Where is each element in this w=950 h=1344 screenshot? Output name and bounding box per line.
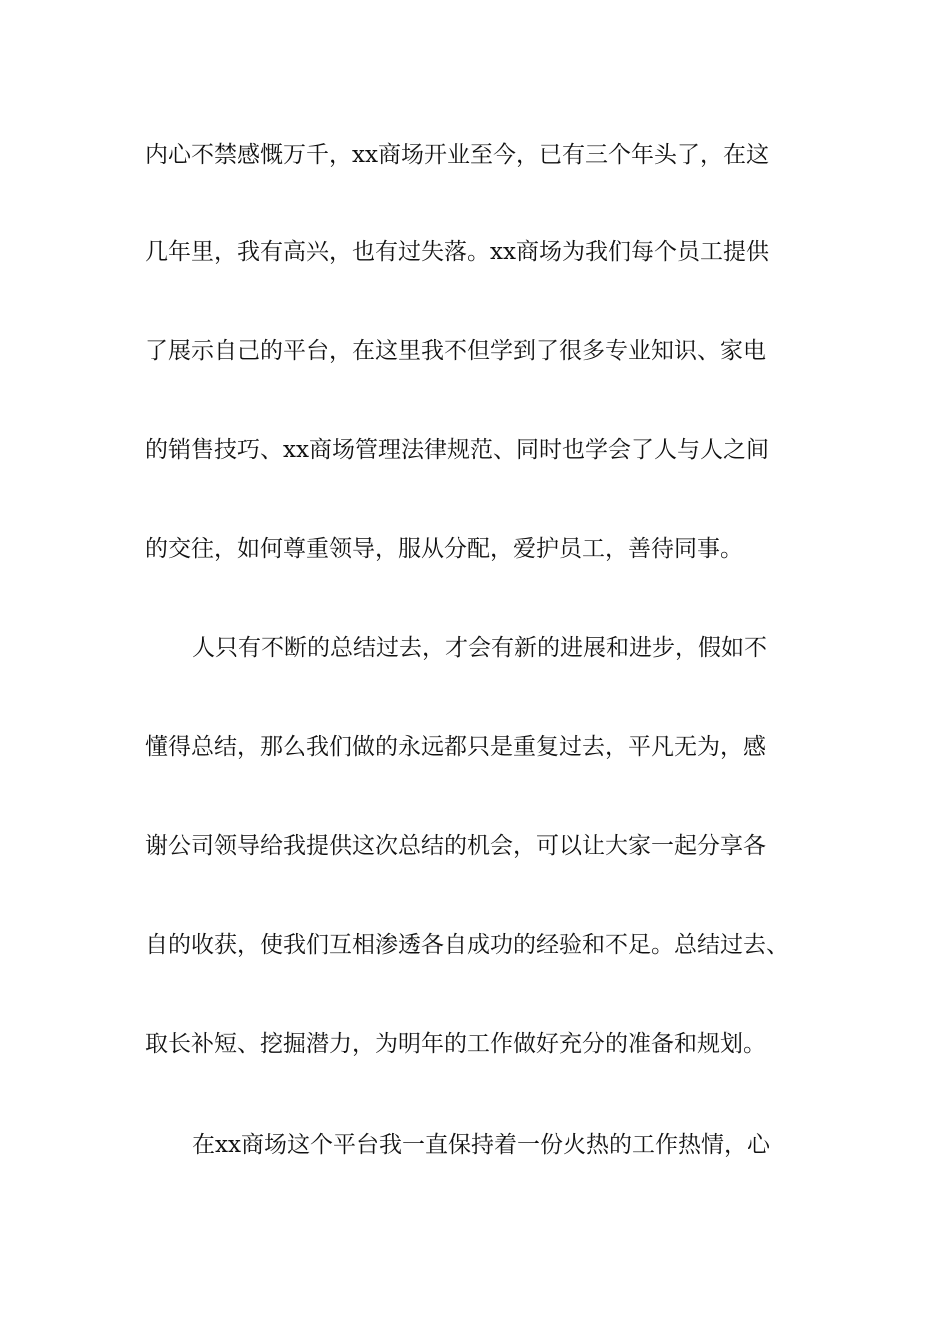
text-line: 懂得总结，那么我们做的永远都只是重复过去，平凡无为，感 — [145, 734, 766, 760]
paragraph-first-line: 人只有不断的总结过去，才会有新的进展和进步，假如不 — [192, 635, 767, 661]
paragraph-first-line: 在xx商场这个平台我一直保持着一份火热的工作热情，心 — [192, 1132, 770, 1158]
text-line: 的交往，如何尊重领导，服从分配，爱护员工，善待同事。 — [145, 536, 743, 562]
text-line: 谢公司领导给我提供这次总结的机会，可以让大家一起分享各 — [145, 833, 766, 859]
text-line: 自的收获，使我们互相渗透各自成功的经验和不足。总结过去、 — [145, 932, 789, 958]
text-line: 内心不禁感慨万千，xx商场开业至今，已有三个年头了，在这 — [145, 142, 769, 168]
text-line: 的销售技巧、xx商场管理法律规范、同时也学会了人与人之间 — [145, 437, 769, 463]
text-line: 几年里，我有高兴，也有过失落。xx商场为我们每个员工提供 — [145, 239, 769, 265]
text-line: 了展示自己的平台，在这里我不但学到了很多专业知识、家电 — [145, 338, 766, 364]
text-line: 取长补短、挖掘潜力，为明年的工作做好充分的准备和规划。 — [145, 1031, 766, 1057]
